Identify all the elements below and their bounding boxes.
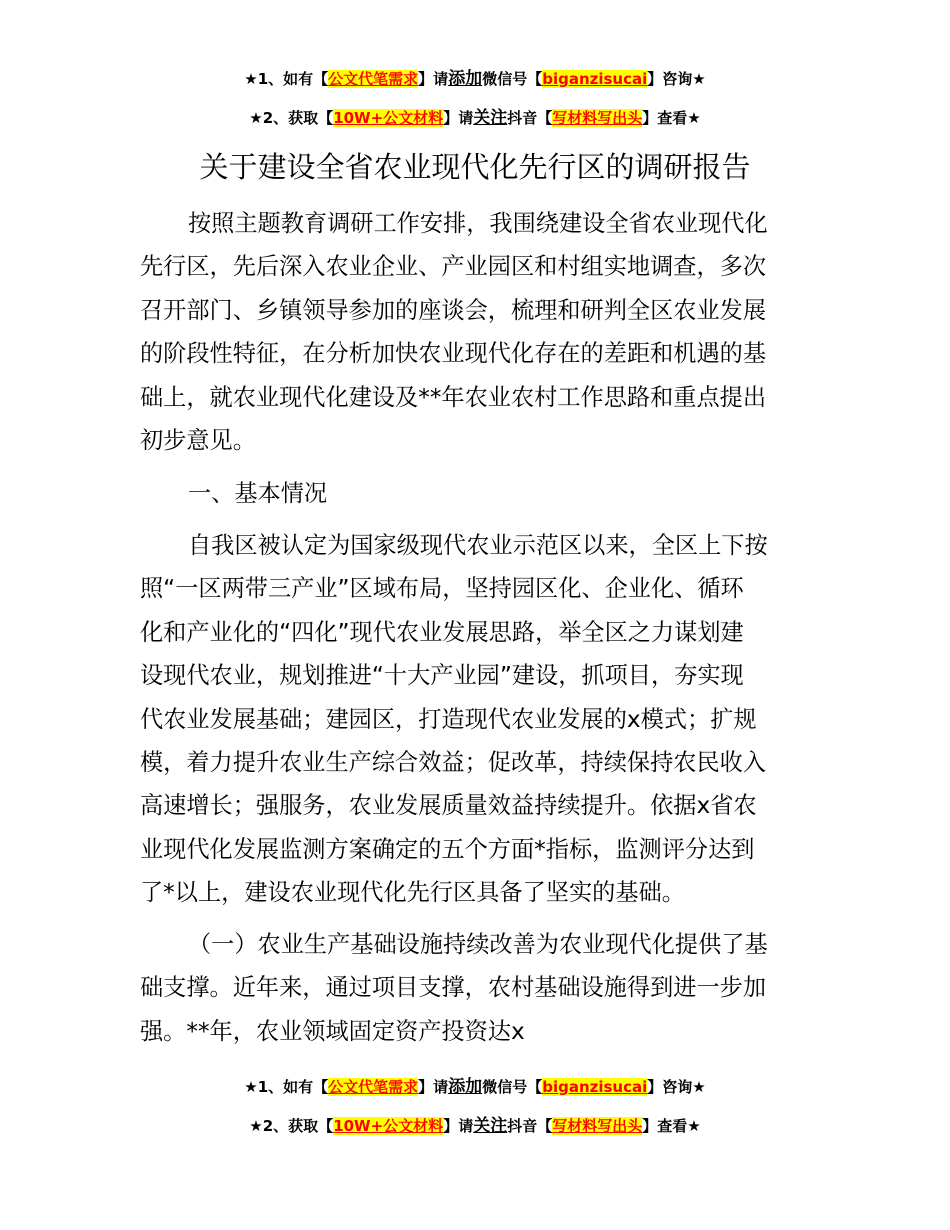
promo-emphasis: 关注 bbox=[473, 1116, 508, 1136]
promo-text: 抖音【 bbox=[507, 109, 553, 127]
paragraph-infrastructure bbox=[140, 923, 812, 1053]
promo-emphasis: 关注 bbox=[473, 108, 508, 128]
footer-promo-line-1 bbox=[0, 1076, 950, 1098]
document-title: 关于建设全省农业现代化先行区的调研报告 bbox=[199, 150, 751, 184]
promo-highlight: 写材料写出头 bbox=[552, 109, 643, 127]
promo-highlight: 10W+公文材料 bbox=[333, 1117, 444, 1135]
promo-wechat-id: biganzisucai bbox=[542, 70, 648, 88]
promo-text: 】请 bbox=[418, 70, 449, 88]
paragraph-line: 高速增长；强服务，农业发展质量效益持续提升。依据x省农 bbox=[140, 792, 757, 820]
paragraph-line: 化和产业化的“四化”现代农业发展思路，举全区之力谋划建 bbox=[140, 618, 744, 646]
promo-text: 微信号【 bbox=[482, 1078, 543, 1096]
promo-text: 】咨询★ bbox=[647, 70, 706, 88]
promo-text: ★2、获取【 bbox=[249, 109, 334, 127]
paragraph-line: 召开部门、乡镇领导参加的座谈会，梳理和研判全区农业发展 bbox=[140, 296, 767, 324]
promo-text: ★1、如有【 bbox=[244, 1078, 329, 1096]
promo-text: ★1、如有【 bbox=[244, 70, 329, 88]
paragraph-line: （一）农业生产基础设施持续改善为农业现代化提供了基 bbox=[188, 931, 768, 958]
paragraph-line: 业现代化发展监测方案确定的五个方面*指标，监测评分达到 bbox=[140, 835, 755, 863]
promo-highlight: 写材料写出头 bbox=[552, 1117, 643, 1135]
heading-basic-situation: 一、基本情况 bbox=[188, 480, 328, 507]
paragraph-line: 强。**年，农业领域固定资产投资达x bbox=[140, 1017, 525, 1045]
promo-highlight: 公文代笔需求 bbox=[328, 1078, 419, 1096]
paragraph-line: 先行区，先后深入农业企业、产业园区和村组实地调查，多次 bbox=[140, 253, 767, 281]
paragraph-line: 的阶段性特征，在分析加快农业现代化存在的差距和机遇的基 bbox=[140, 340, 767, 368]
promo-text: 】请 bbox=[443, 109, 474, 127]
paragraph-line: 础上，就农业现代化建设及**年农业农村工作思路和重点提出 bbox=[140, 383, 767, 411]
paragraph-line: 模，着力提升农业生产综合效益；促改革，持续保持农民收入 bbox=[140, 748, 767, 776]
paragraph-line: 了*以上，建设农业现代化先行区具备了坚实的基础。 bbox=[140, 879, 685, 907]
paragraph-line: 按照主题教育调研工作安排，我围绕建设全省农业现代化 bbox=[188, 210, 768, 237]
promo-emphasis: 添加 bbox=[448, 1077, 483, 1097]
paragraph-line: 础支撑。近年来，通过项目支撑，农村基础设施得到进一步加 bbox=[140, 974, 767, 1002]
section-heading bbox=[140, 472, 812, 515]
paragraph-line: 代农业发展基础；建园区，打造现代农业发展的x模式；扩规 bbox=[140, 705, 757, 733]
promo-text: 微信号【 bbox=[482, 70, 543, 88]
paragraph-basic-situation bbox=[140, 524, 812, 915]
document-body bbox=[140, 202, 812, 462]
footer-promo-line-2 bbox=[0, 1115, 950, 1137]
promo-text: 】请 bbox=[443, 1117, 474, 1135]
header-promo-line-1 bbox=[0, 68, 950, 90]
promo-text: 】查看★ bbox=[642, 1117, 701, 1135]
paragraph-line: 照“一区两带三产业”区域布局，坚持园区化、企业化、循环 bbox=[140, 575, 744, 603]
promo-emphasis: 添加 bbox=[448, 69, 483, 89]
promo-text: 】咨询★ bbox=[647, 1078, 706, 1096]
paragraph-line: 设现代农业，规划推进“十大产业园”建设，抓项目，夯实现 bbox=[140, 662, 744, 690]
paragraph-line: 初步意见。 bbox=[140, 426, 256, 454]
paragraph-line: 自我区被认定为国家级现代农业示范区以来，全区上下按 bbox=[188, 532, 768, 559]
promo-text: 抖音【 bbox=[507, 1117, 553, 1135]
promo-text: ★2、获取【 bbox=[249, 1117, 334, 1135]
promo-wechat-id: biganzisucai bbox=[542, 1078, 648, 1096]
promo-highlight: 10W+公文材料 bbox=[333, 109, 444, 127]
header-promo-line-2 bbox=[0, 107, 950, 129]
promo-highlight: 公文代笔需求 bbox=[328, 70, 419, 88]
promo-text: 】请 bbox=[418, 1078, 449, 1096]
promo-text: 】查看★ bbox=[642, 109, 701, 127]
